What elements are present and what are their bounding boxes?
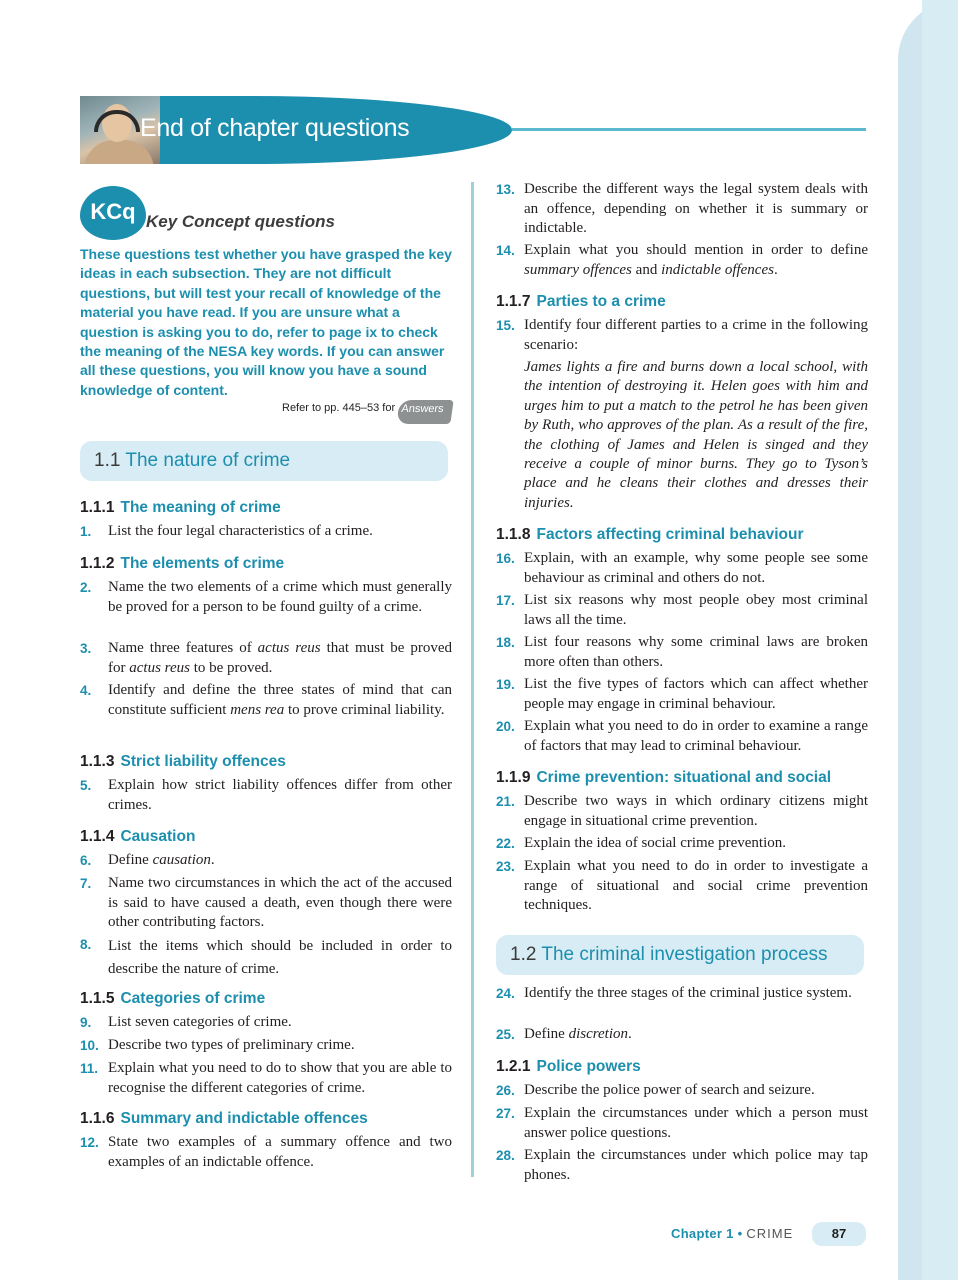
question-23: 23. Explain what you need to do in order to investigate a range of situational and social crime prevention techniques. (496, 858, 868, 913)
question-17: 17. List six reasons why most people obey most criminal laws all the time. (496, 592, 868, 628)
question-4: 4. Identify and define the three states of mind that can constitute sufficient mens rea to prove criminal liability. (80, 682, 452, 718)
question-20: 20. Explain what you need to do in order to examine a range of factors that may lead to criminal behaviour. (496, 718, 868, 754)
kcq-intro: These questions test whether you have grasped the key ideas in each subsection. They are not difficult questions, but will test your recall of knowledge of the material you have read. If you are unsure what a question is asking you to do, refer to page ix to check the meaning of the NESA key words. If you can answer all these questions, you will know you have a sound knowledge of content. (80, 246, 452, 398)
question-9: 9. List seven categories of crime. (80, 1014, 292, 1030)
page-title: End of chapter questions (140, 114, 410, 142)
subsection-1-1-3: 1.1.3 Strict liability offences (80, 753, 286, 770)
section-heading-1-1: 1.1 The nature of crime (80, 441, 448, 481)
question-16: 16. Explain, with an example, why some people see some behaviour as criminal and others do not. (496, 550, 868, 586)
question-5: 5. Explain how strict liability offences differ from other crimes. (80, 777, 452, 813)
answers-reference: Refer to pp. 445–53 for (282, 402, 396, 414)
subsection-1-1-1: 1.1.1 The meaning of crime (80, 499, 281, 516)
subsection-1-1-2: 1.1.2 The elements of crime (80, 555, 285, 572)
question-11: 11. Explain what you need to do to show that you are able to recognise the different categories of crime. (80, 1060, 452, 1096)
question-24: 24. Identify the three stages of the criminal justice system. (496, 985, 852, 1001)
question-6: 6. Define causation. (80, 852, 215, 868)
subsection-1-1-4: 1.1.4 Causation (80, 828, 196, 845)
column-divider (471, 182, 474, 1177)
question-18: 18. List four reasons why some criminal laws are broken more often than others. (496, 634, 868, 670)
question-3: 3. Name three features of actus reus that must be proved for actus reus to be proved. (80, 640, 452, 676)
scenario-text: James lights a fire and burns down a local school, with the intention of destroying it. Helen goes with him and urges him to put a match to the petrol he has been given by Ruth, who approves of the plan. As a result of the fire, the clothing of James and Helen is singed and they receive a couple of minor burns. They go to Tyson’s place and he cleans their clothes and dresses their injuries. (524, 359, 868, 511)
subsection-1-1-9: 1.1.9 Crime prevention: situational and social (496, 769, 832, 786)
subsection-1-1-8: 1.1.8 Factors affecting criminal behaviour (496, 526, 804, 543)
question-28: 28. Explain the circumstances under which police may tap phones. (496, 1147, 868, 1183)
answers-tab: Answers (396, 400, 453, 424)
question-27: 27. Explain the circumstances under which a person must answer police questions. (496, 1105, 868, 1141)
page-edge-band (898, 0, 958, 1280)
question-21: 21. Describe two ways in which ordinary citizens might engage in situational crime prevention. (496, 793, 868, 829)
question-15: 15. Identify four different parties to a crime in the following scenario: (496, 317, 868, 353)
question-8: 8. List the items which should be included in order to describe the nature of crime. (80, 937, 452, 977)
question-22: 22. Explain the idea of social crime prevention. (496, 835, 786, 851)
question-10: 10. Describe two types of preliminary crime. (80, 1037, 355, 1053)
subsection-1-2-1: 1.2.1 Police powers (496, 1058, 641, 1075)
page-number: 87 (812, 1222, 866, 1246)
question-2: 2. Name the two elements of a crime which must generally be proved for a person to be found guilty of a crime. (80, 579, 452, 615)
question-26: 26. Describe the police power of search and seizure. (496, 1082, 815, 1098)
subsection-1-1-7: 1.1.7 Parties to a crime (496, 293, 666, 310)
kcq-badge: KCq (80, 186, 146, 240)
question-19: 19. List the five types of factors which can affect whether people may engage in criminal behaviour. (496, 676, 868, 712)
question-12: 12. State two examples of a summary offence and two examples of an indictable offence. (80, 1134, 452, 1170)
kcq-title: Key Concept questions (146, 212, 335, 231)
question-14: 14. Explain what you should mention in order to define summary offences and indictable offences. (496, 242, 868, 278)
question-25: 25. Define discretion. (496, 1026, 632, 1042)
footer-chapter: Chapter 1 • CRIME (671, 1226, 794, 1241)
subsection-1-1-6: 1.1.6 Summary and indictable offences (80, 1110, 368, 1127)
question-13: 13. Describe the different ways the legal system deals with an offence, depending on whether it is summary or indictable. (496, 181, 868, 236)
subsection-1-1-5: 1.1.5 Categories of crime (80, 990, 266, 1007)
header-rule (512, 128, 866, 131)
question-7: 7. Name two circumstances in which the act of the accused is said to have caused a death, even though there were other contributing factors. (80, 875, 452, 930)
question-1: 1. List the four legal characteristics of a crime. (80, 523, 373, 539)
section-heading-1-2: 1.2 The criminal investigation process (496, 935, 864, 975)
